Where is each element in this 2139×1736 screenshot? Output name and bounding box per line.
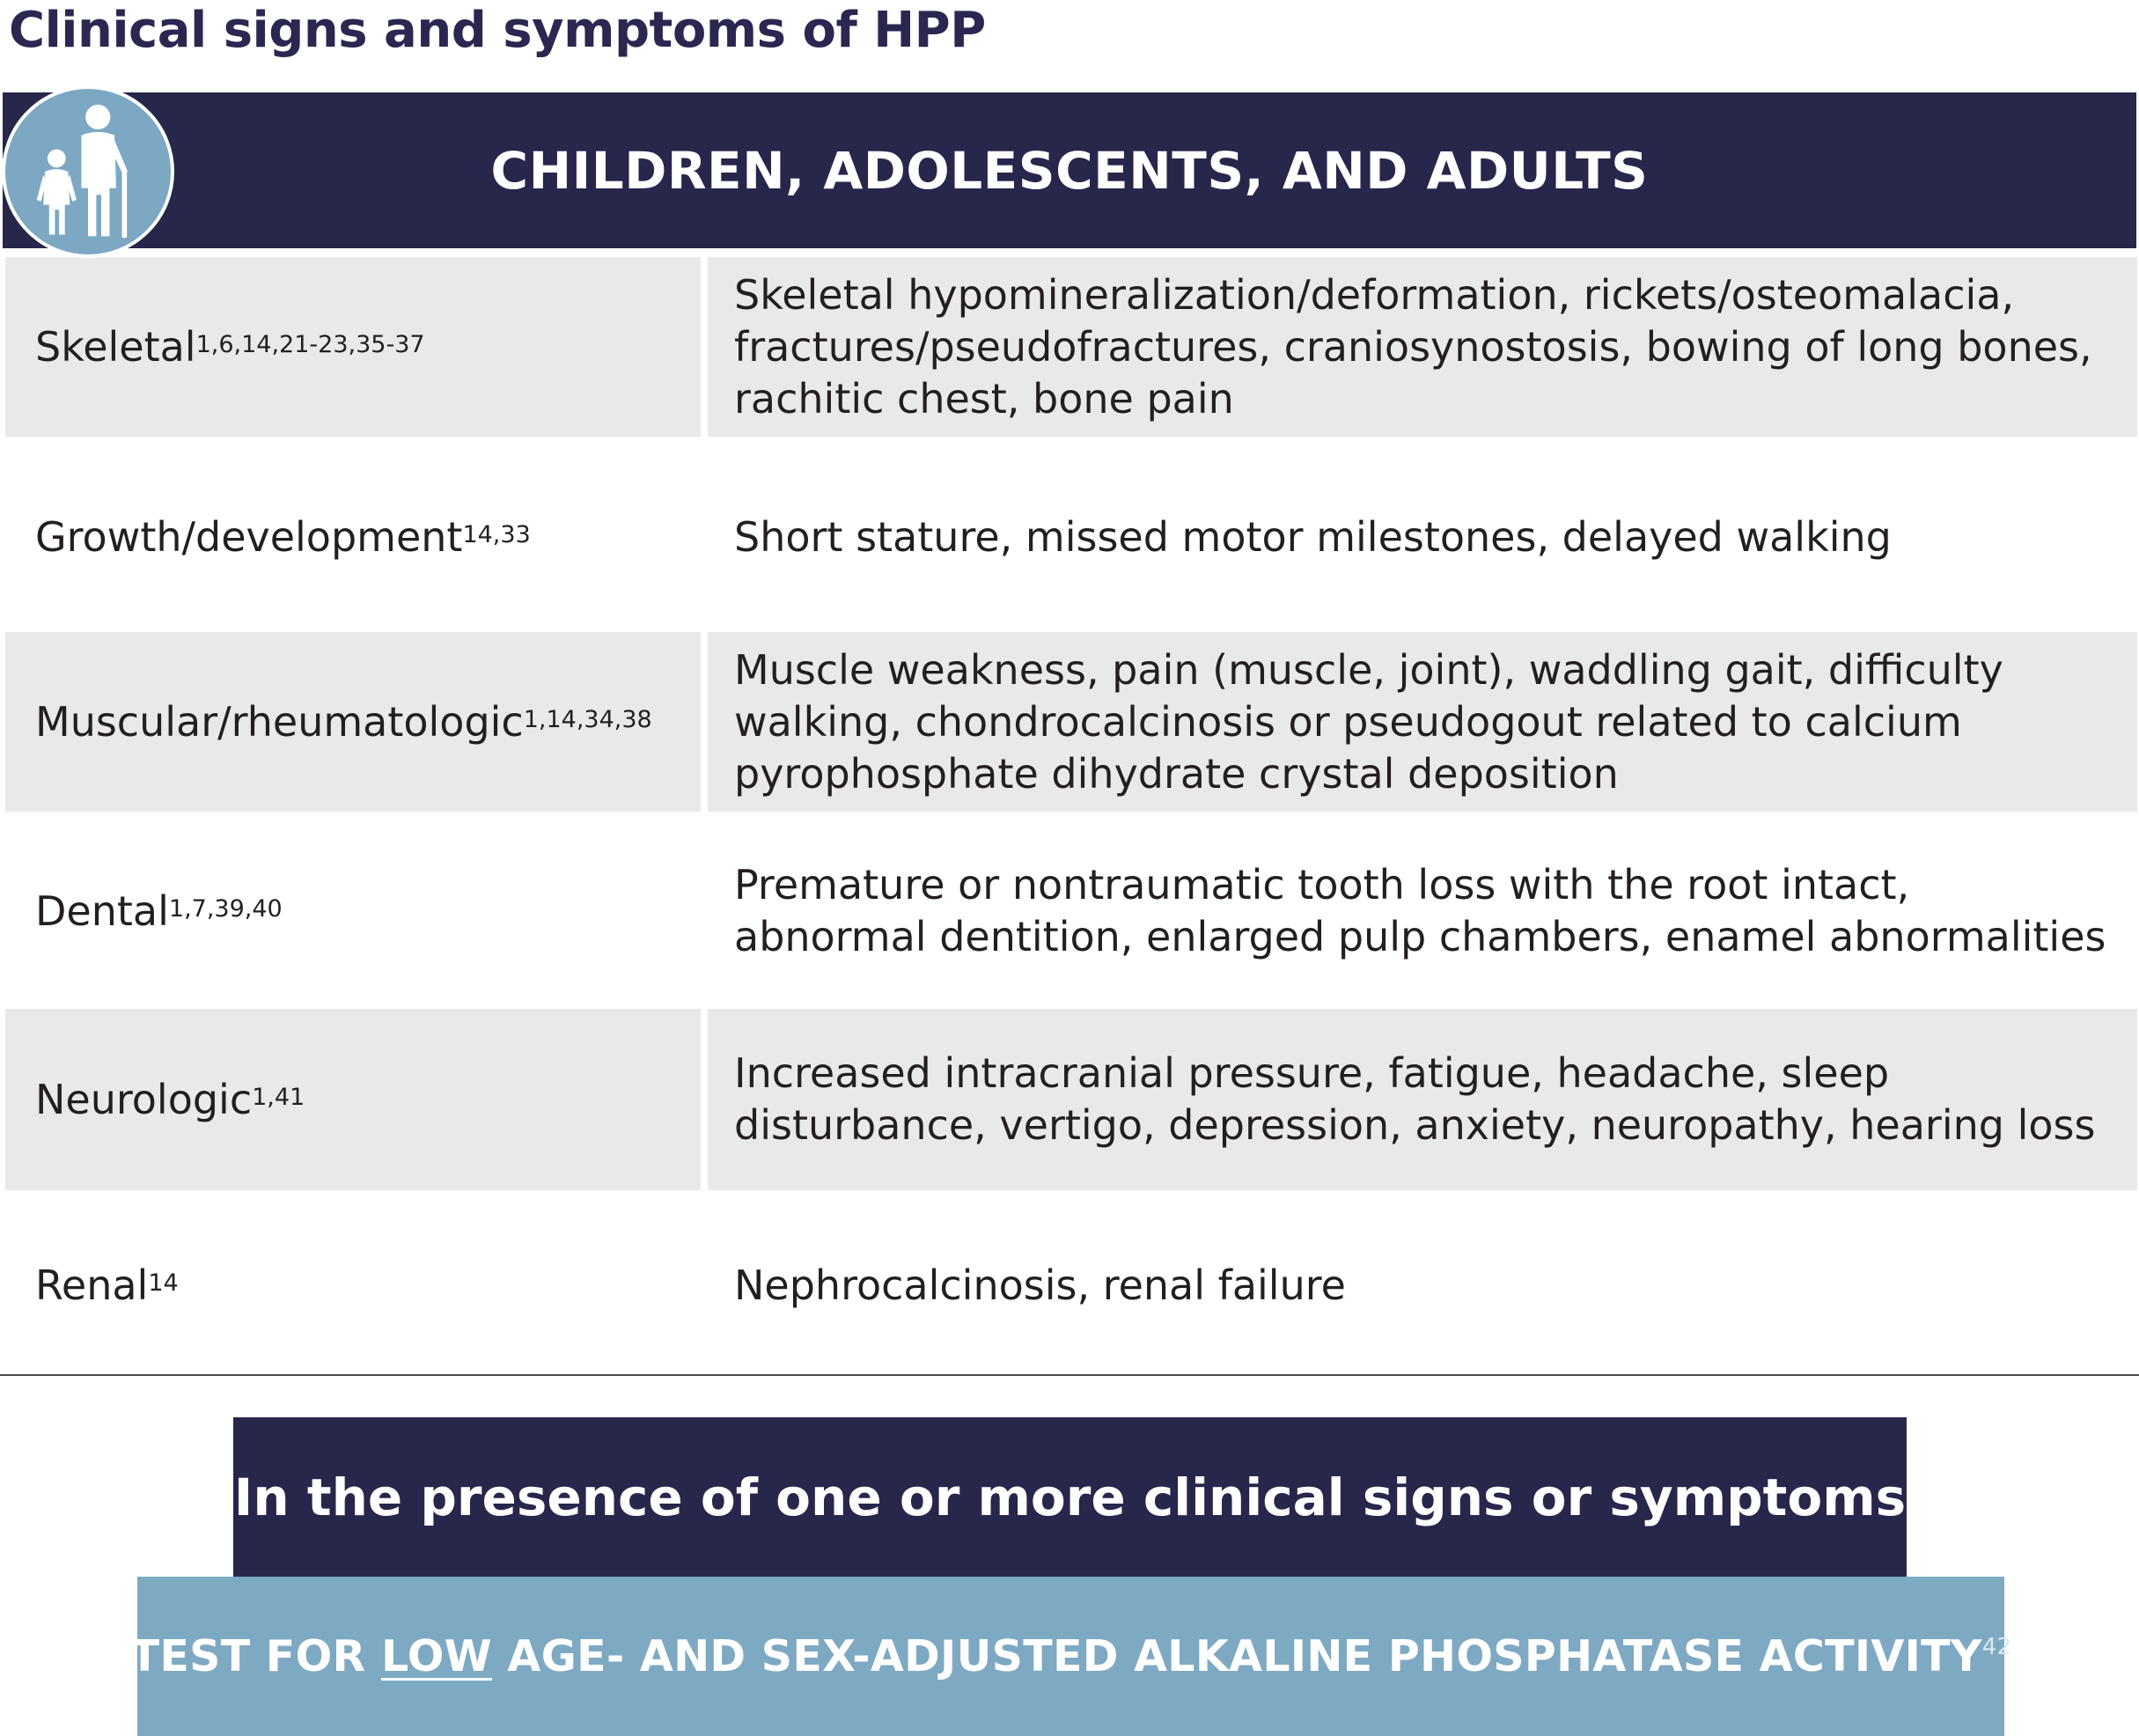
table-row: [5, 257, 2137, 437]
reference-superscript: 42: [1981, 1633, 2012, 1660]
category-label: Muscular/rheumatologic: [35, 698, 524, 746]
divider: [0, 1374, 2139, 1376]
table-row: [5, 449, 2137, 625]
page-title: Clinical signs and symptoms of HPP: [9, 2, 986, 59]
description-text: Short stature, missed motor milestones, delayed walking: [734, 512, 1892, 561]
test-prefix: TEST FOR: [129, 1631, 381, 1681]
description-cell: [708, 1199, 2137, 1372]
table-row: [5, 1199, 2137, 1372]
description-text: Nephrocalcinosis, renal failure: [734, 1261, 1346, 1309]
description-text: Premature or nontraumatic tooth loss with the root intact, abnormal dentition, enlarged pulp chambers, enamel abnormalities: [734, 861, 2106, 960]
description-cell: [708, 257, 2137, 437]
test-banner: [129, 1577, 2012, 1736]
header-label: CHILDREN, ADOLESCENTS, AND ADULTS: [490, 140, 1649, 201]
elderly-and-child-icon: [2, 85, 174, 258]
table-row: [5, 819, 2137, 1004]
description-text: Increased intracranial pressure, fatigue, headache, sleep disturbance, vertigo, depression, anxiety, neuropathy, hearing loss: [734, 1049, 2096, 1149]
test-suffix: AGE- AND SEX-ADJUSTED ALKALINE PHOSPHATASE ACTIVITY: [492, 1631, 1982, 1681]
category-cell: Neurologic $^{1,41}$: [5, 1009, 701, 1190]
category-cell: Growth/development $^{14,33}$: [35, 513, 531, 561]
category-cell: Renal $^{14}$: [35, 1262, 179, 1309]
description-text: Skeletal hypomineralization/deformation, rickets/osteomalacia, fractures/pseudofractures, craniosynostosis, bowing of long bones, rachitic chest, bone pain: [734, 270, 2092, 423]
category-label: Renal: [35, 1262, 149, 1309]
table-row: [5, 1009, 2137, 1190]
table-header: [3, 92, 2136, 248]
category-cell: Skeletal $^{1,6,14,21-23,35-37}$: [5, 257, 701, 437]
test-emphasis: LOW: [380, 1631, 493, 1681]
category-cell: Muscular/rheumatologic $^{1,14,34,38}$: [5, 632, 701, 812]
presence-banner: [233, 1417, 1907, 1577]
category-cell: Dental $^{1,7,39,40}$: [35, 887, 283, 935]
test-text: [130, 1631, 2012, 1681]
presence-text: In the presence of one or more clinical signs or symptoms: [233, 1467, 1907, 1527]
description-cell: [708, 1009, 2137, 1190]
description-cell: [708, 632, 2137, 812]
category-label: Skeletal: [35, 323, 196, 371]
description-text: Muscle weakness, pain (muscle, joint), waddling gait, difficulty walking, chondrocalcinosis or pseudogout related to calcium pyrophosphate dihydrate crystal deposition: [734, 645, 2003, 798]
table-row: [5, 632, 2137, 812]
category-label: Dental: [35, 887, 169, 935]
description-cell: [708, 819, 2137, 1004]
category-label: Neurologic: [35, 1076, 253, 1123]
description-cell: [708, 449, 2137, 625]
category-label: Growth/development: [35, 513, 463, 561]
